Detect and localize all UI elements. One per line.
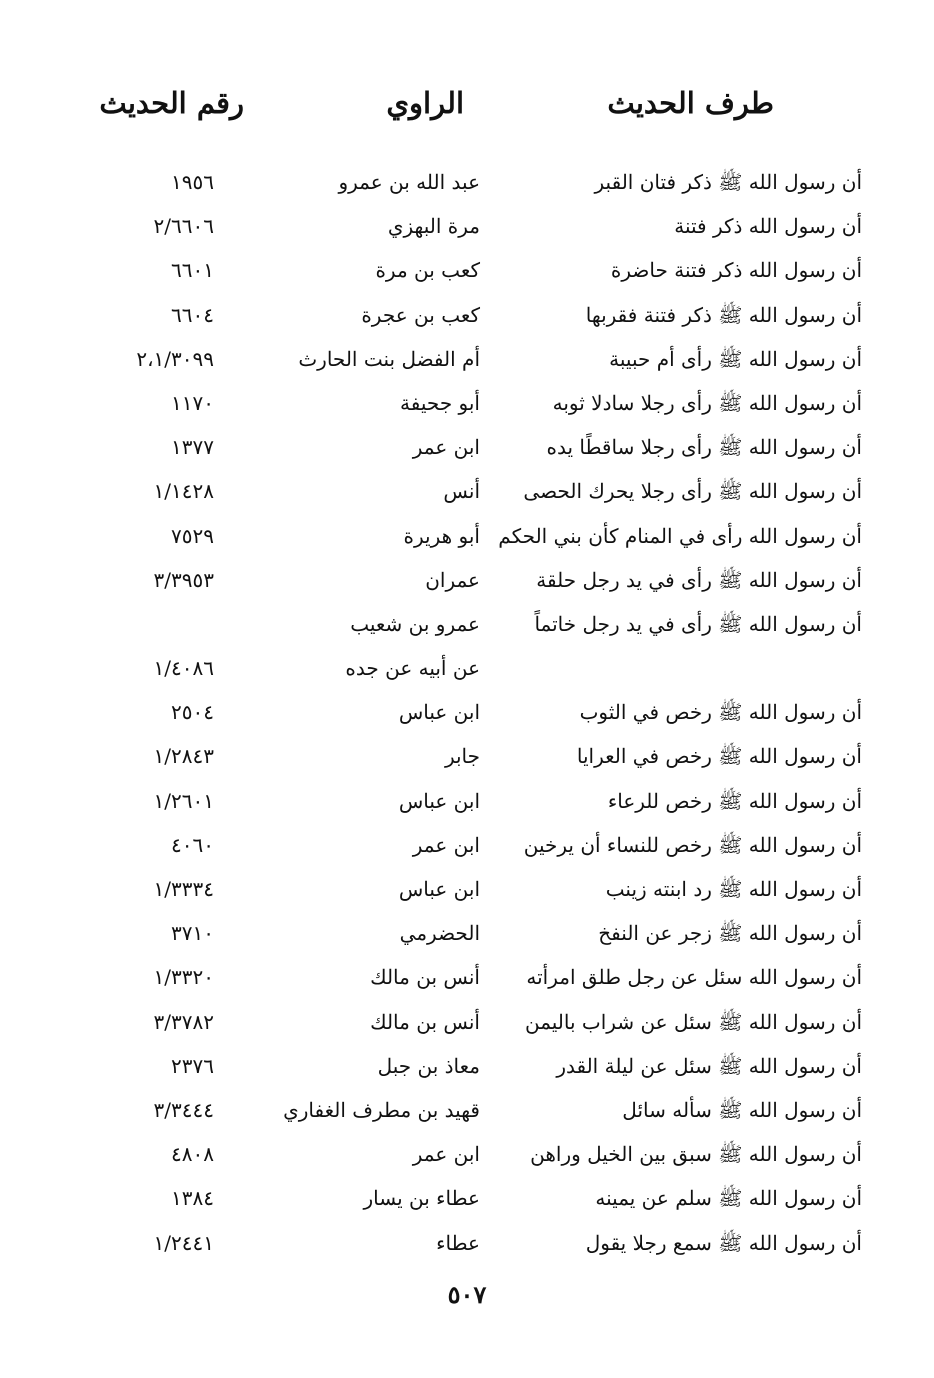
table-row: [0, 1180, 934, 1224]
hadith-number: ١/٢٨٤٣: [153, 744, 214, 769]
narrator-name: أم الفضل بنت الحارث: [298, 346, 480, 371]
hadith-number: ١/٤٠٨٦: [153, 656, 214, 681]
narrator-name: جابر: [444, 744, 480, 769]
hadith-number: ٦٦٠٤: [171, 302, 214, 327]
table-row: [0, 1225, 934, 1269]
narrator-name: أنس بن مالك: [370, 965, 480, 990]
narrator-name: عبد الله بن عمرو: [338, 170, 480, 194]
narrator-name: قهيد بن مطرف الغفاري: [283, 1097, 480, 1122]
hadith-text: أن رسول الله ﷺ رأى في يد رجل خاتماً: [534, 611, 862, 636]
hadith-number: ١٩٥٦: [171, 170, 214, 194]
hadith-number: ٣/٣٤٤٤: [153, 1097, 214, 1122]
narrator-name: عن أبيه عن جده: [345, 656, 480, 681]
hadith-number: ١/٢٤٤١: [153, 1230, 214, 1255]
hadith-index-table: [0, 164, 934, 1269]
header-hadith-text: طرف الحديث: [607, 86, 774, 120]
hadith-number: ٢،١/٣٠٩٩: [136, 346, 214, 371]
hadith-number: ٣/٣٧٨٢: [153, 1009, 214, 1034]
narrator-name: ابن عمر: [412, 435, 480, 460]
hadith-text: أن رسول الله ﷺ ذكر فتان القبر: [594, 170, 862, 194]
narrator-name: عمرو بن شعيب: [350, 611, 480, 636]
table-row: [0, 385, 934, 429]
hadith-number: ١/٢٦٠١: [153, 788, 214, 813]
narrator-name: عطاء بن يسار: [363, 1186, 480, 1211]
hadith-number: ٣/٣٩٥٣: [153, 567, 214, 592]
hadith-text: أن رسول الله ﷺ رخص في العرايا: [576, 744, 862, 769]
hadith-text: أن رسول الله ﷺ رأى رجلا يحرك الحصى: [523, 479, 862, 504]
hadith-number: ٤٠٦٠: [171, 832, 214, 857]
narrator-name: كعب بن مرة: [375, 258, 480, 283]
hadith-text: أن رسول الله ﷺ رأى أم حبيبة: [609, 346, 862, 371]
narrator-name: كعب بن عجرة: [361, 302, 480, 327]
narrator-name: ابن عمر: [412, 1142, 480, 1167]
hadith-number: ٢/٦٦٠٦: [153, 214, 214, 239]
hadith-number: ١٣٨٤: [171, 1186, 214, 1211]
header-narrator: الراوي: [386, 86, 464, 120]
table-row: [0, 562, 934, 606]
table-row: [0, 518, 934, 562]
table-row: [0, 827, 934, 871]
hadith-text: أن رسول الله ﷺ رخص للرعاء: [607, 788, 862, 813]
hadith-number: ١/٣٣٢٠: [153, 965, 214, 990]
table-row: [0, 783, 934, 827]
table-row: [0, 429, 934, 473]
hadith-number: ٤٨٠٨: [171, 1142, 214, 1167]
hadith-text: أن رسول الله ﷺ رخص في الثوب: [579, 700, 862, 725]
table-row: [0, 341, 934, 385]
hadith-text: أن رسول الله رأى في المنام كأن بني الحكم: [498, 523, 862, 548]
table-row: [0, 1136, 934, 1180]
hadith-number: ١١٧٠: [171, 390, 214, 415]
table-row: [0, 606, 934, 650]
hadith-text: أن رسول الله ذكر فتنة حاضرة: [610, 258, 862, 283]
hadith-number: ٣٧١٠: [171, 921, 214, 946]
narrator-name: أنس: [443, 479, 480, 504]
hadith-number: ٢٣٧٦: [171, 1053, 214, 1078]
hadith-text: أن رسول الله ﷺ زجر عن النفخ: [598, 921, 862, 946]
narrator-name: ابن عمر: [412, 832, 480, 857]
table-row: [0, 1004, 934, 1048]
table-row: [0, 1092, 934, 1136]
narrator-name: أنس بن مالك: [370, 1009, 480, 1034]
narrator-name: أبو جحيفة: [400, 390, 480, 415]
hadith-text: أن رسول الله ﷺ رأى رجلا سادلا ثوبه: [552, 390, 862, 415]
page-number: ٥٠٧: [447, 1280, 487, 1309]
hadith-number: ١٣٧٧: [171, 435, 214, 460]
narrator-name: ابن عباس: [398, 700, 480, 725]
hadith-text: أن رسول الله ﷺ سأله سائل: [622, 1097, 862, 1122]
hadith-number: ١/٣٣٣٤: [153, 877, 214, 901]
table-row: [0, 650, 934, 694]
table-row: [0, 164, 934, 208]
table-row: [0, 694, 934, 738]
narrator-name: عمران: [425, 567, 480, 592]
table-row: [0, 473, 934, 517]
hadith-text: أن رسول الله ﷺ رأى رجلا ساقطًا يده: [546, 435, 862, 460]
narrator-name: ابن عباس: [398, 877, 480, 901]
hadith-text: أن رسول الله ﷺ سمع رجلا يقول: [585, 1230, 862, 1255]
hadith-number: ٢٥٠٤: [171, 700, 214, 725]
hadith-text: أن رسول الله ﷺ سلم عن يمينه: [595, 1186, 862, 1211]
narrator-name: مرة البهزي: [387, 214, 480, 239]
hadith-text: أن رسول الله ذكر فتنة: [674, 214, 862, 239]
table-row: [0, 297, 934, 341]
narrator-name: عطاء: [436, 1230, 480, 1255]
hadith-text: أن رسول الله سئل عن رجل طلق امرأته: [526, 965, 862, 990]
hadith-text: أن رسول الله ﷺ سبق بين الخيل وراهن: [530, 1142, 862, 1167]
hadith-number: ٦٦٠١: [171, 258, 214, 283]
header-hadith-number: رقم الحديث: [99, 86, 244, 120]
table-row: [0, 738, 934, 782]
hadith-number: ١/١٤٢٨: [153, 479, 214, 504]
hadith-text: أن رسول الله ﷺ رأى في يد رجل حلقة: [536, 567, 862, 592]
hadith-text: أن رسول الله ﷺ سئل عن ليلة القدر: [556, 1053, 862, 1078]
narrator-name: أبو هريرة: [403, 523, 480, 548]
narrator-name: ابن عباس: [398, 788, 480, 813]
hadith-text: أن رسول الله ﷺ ذكر فتنة فقربها: [585, 302, 862, 327]
table-row: [0, 871, 934, 915]
hadith-text: أن رسول الله ﷺ سئل عن شراب باليمن: [524, 1009, 862, 1034]
table-row: [0, 252, 934, 296]
hadith-number: ٧٥٢٩: [171, 523, 214, 548]
table-row: [0, 959, 934, 1003]
narrator-name: معاذ بن جبل: [377, 1053, 480, 1078]
narrator-name: الحضرمي: [399, 921, 480, 946]
hadith-text: أن رسول الله ﷺ رد ابنته زينب: [605, 877, 862, 901]
table-row: [0, 1048, 934, 1092]
hadith-text: أن رسول الله ﷺ رخص للنساء أن يرخين: [523, 832, 862, 857]
table-row: [0, 915, 934, 959]
table-row: [0, 208, 934, 252]
